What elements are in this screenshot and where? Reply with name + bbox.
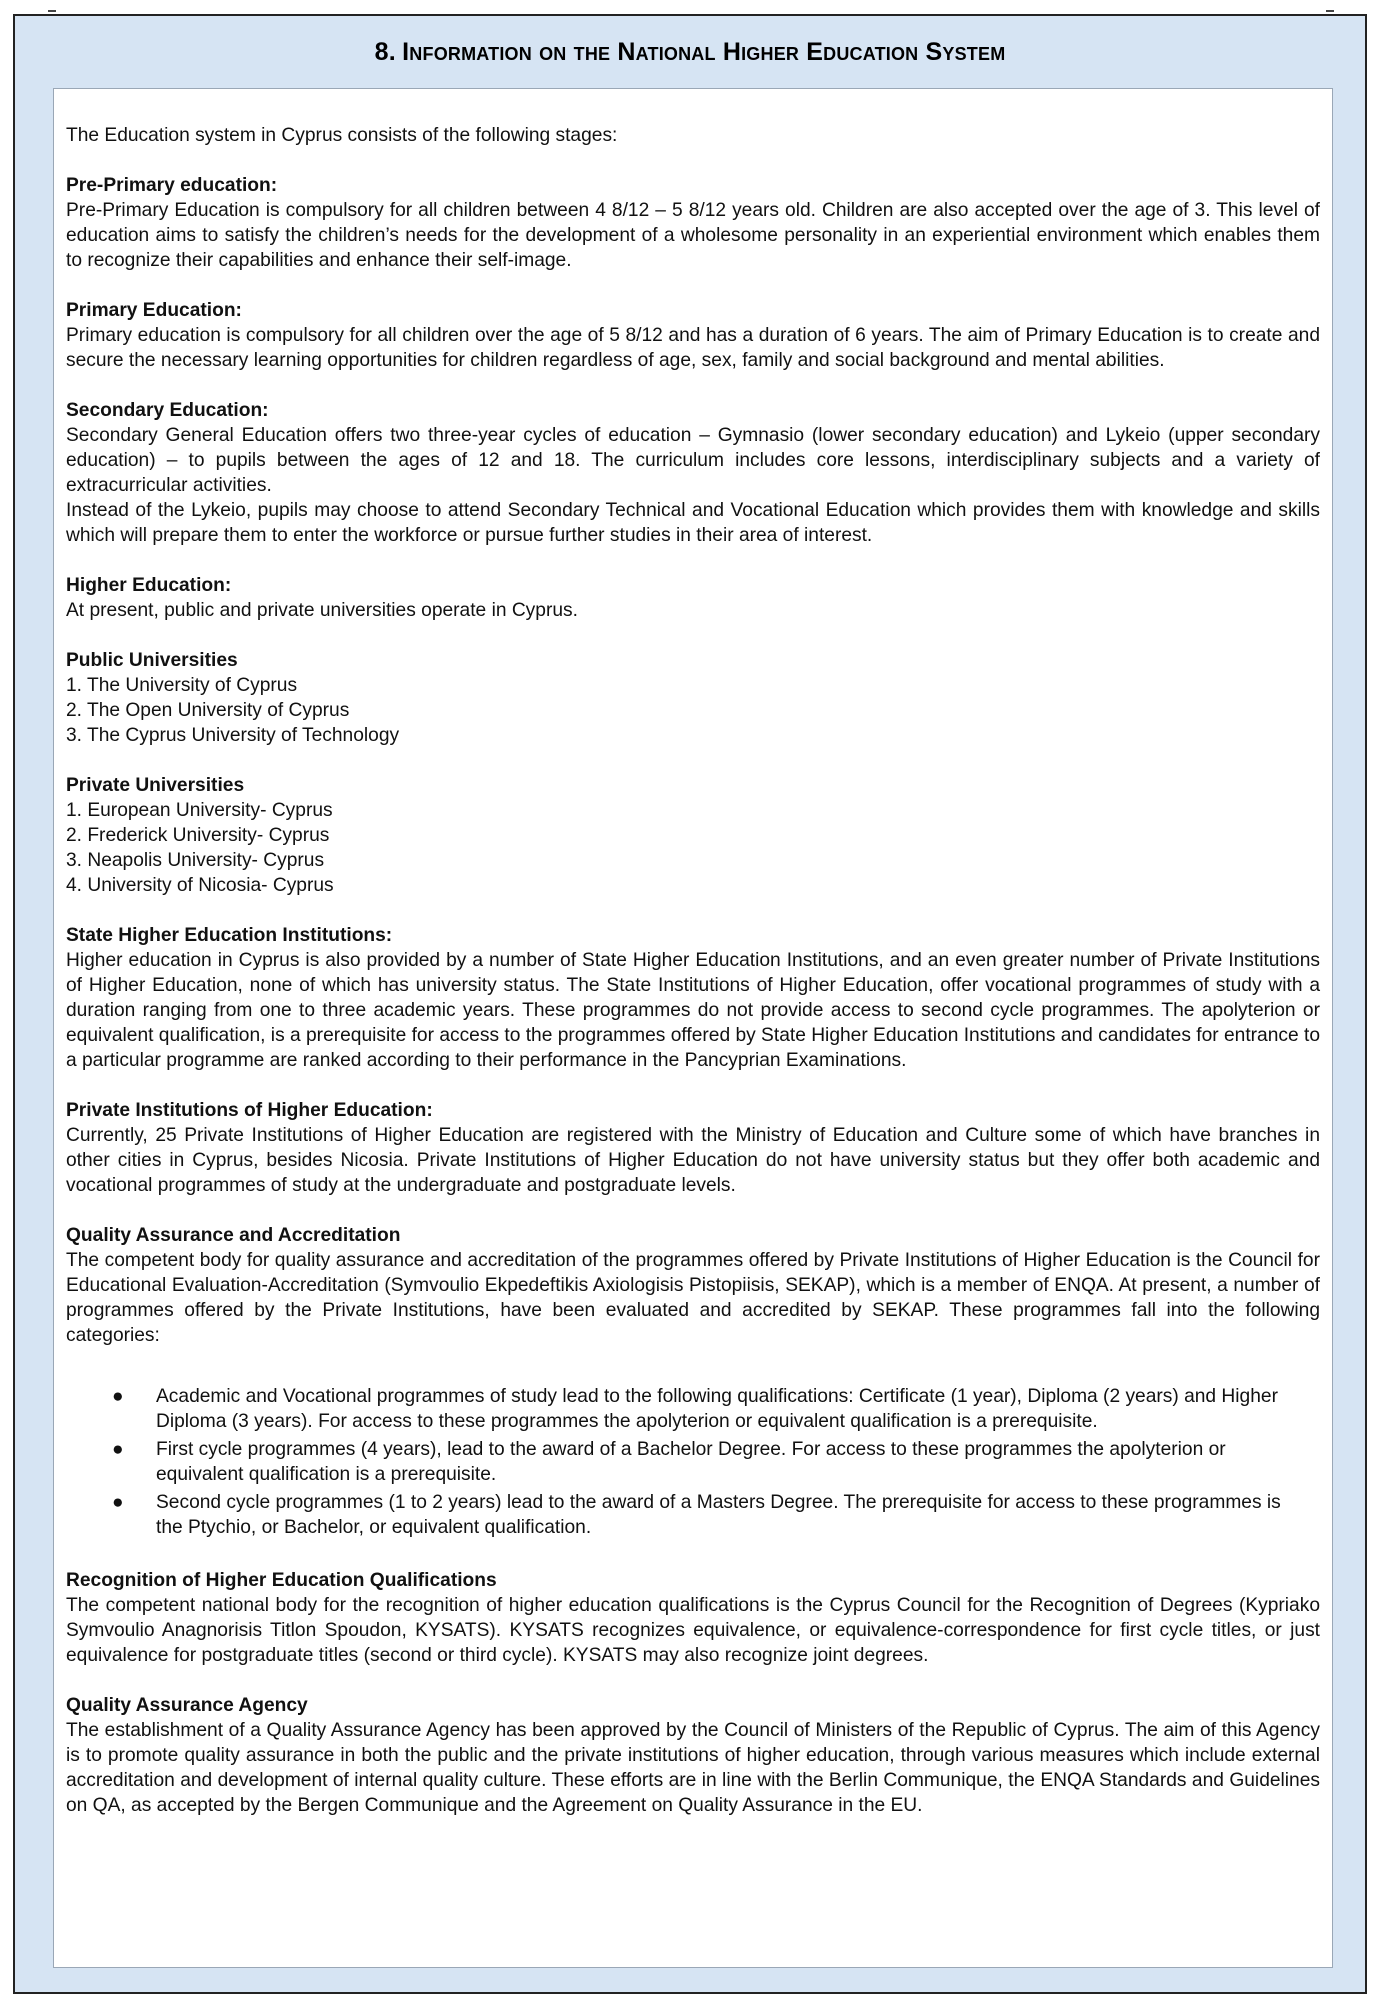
bullet-text: Academic and Vocational programmes of study lead to the following qualifications: Certificate (1 year), Diploma (2 years) and Higher Diploma (3 years). For access to these programmes the apolyterion or equivalent qualification is a prerequisite. xyxy=(156,1386,1278,1432)
private-universities-heading: Private Universities xyxy=(66,775,245,796)
agency-heading: Quality Assurance Agency xyxy=(66,1695,308,1716)
public-universities-heading: Public Universities xyxy=(66,650,238,671)
list-item: 4. University of Nicosia- Cyprus xyxy=(66,875,334,896)
list-item: 2. The Open University of Cyprus xyxy=(66,700,350,721)
state-institutions-heading: State Higher Education Institutions: xyxy=(66,925,393,946)
bullet-icon: ● xyxy=(112,1386,124,1407)
bullet-text: First cycle programmes (4 years), lead to the award of a Bachelor Degree. For access to these programmes the apolyterion or equivalent qualification is a prerequisite. xyxy=(156,1439,1226,1485)
private-institutions-heading: Private Institutions of Higher Education: xyxy=(66,1100,433,1121)
state-institutions-text: Higher education in Cyprus is also provided by a number of State Higher Education Institutions, and an even greater number of Private Institutions of Higher Education, none of which has university status. The State Institutions of Higher Education, offer vocational programmes of study with a duration ranging from one to three academic years. These programmes do not provide access to second cycle programmes. The apolyterion or equivalent qualification, is a prerequisite for access to the programmes offered by State Higher Education Institutions and candidates for entrance to a particular programme are ranked according to their performance in the Pancyprian Examinations. xyxy=(66,950,1320,1071)
list-item xyxy=(66,1437,1306,1487)
list-item: 3. Neapolis University- Cyprus xyxy=(66,850,325,871)
pre-primary-text: Pre-Primary Education is compulsory for all children between 4 8/12 – 5 8/12 years old. Children are also accepted over the age of 3. This level of education aims to satisfy the children’s needs for the development of a wholesome personality in an experiential environment which enables them to recognize their capabilities and enhance their self-image. xyxy=(66,200,1320,271)
crop-mark-right xyxy=(1326,0,1334,12)
section-title xyxy=(15,38,1365,67)
bullet-icon: ● xyxy=(112,1439,124,1460)
section-title-text: Information on the National Higher Education System xyxy=(402,38,1006,66)
content-box xyxy=(53,88,1333,1968)
higher-text: At present, public and private universities operate in Cyprus. xyxy=(66,600,578,621)
quality-accreditation-heading: Quality Assurance and Accreditation xyxy=(66,1225,401,1246)
page-frame xyxy=(13,14,1367,1994)
higher-heading: Higher Education: xyxy=(66,575,232,596)
public-universities-list xyxy=(66,673,1320,748)
bullet-text: Second cycle programmes (1 to 2 years) lead to the award of a Masters Degree. The prerequisite for access to these programmes is the Ptychio, or Bachelor, or equivalent qualification. xyxy=(156,1492,1281,1538)
list-item xyxy=(66,1490,1306,1540)
list-item: 2. Frederick University- Cyprus xyxy=(66,825,330,846)
secondary-text-1: Secondary General Education offers two three-year cycles of education – Gymnasio (lower secondary education) and Lykeio (upper secondary education) – to pupils between the ages of 12 and 18. The curriculum includes core lessons, interdisciplinary subjects and a variety of extracurricular activities. xyxy=(66,425,1320,496)
private-institutions-text: Currently, 25 Private Institutions of Higher Education are registered with the Ministry of Education and Culture some of which have branches in other cities in Cyprus, besides Nicosia. Private Institutions of Higher Education do not have university status but they offer both academic and vocational programmes of study at the undergraduate and postgraduate levels. xyxy=(66,1125,1320,1196)
pre-primary-heading: Pre-Primary education: xyxy=(66,175,278,196)
recognition-text: The competent national body for the recognition of higher education qualifications is the Cyprus Council for the Recognition of Degrees (Kypriako Symvoulio Anagnorisis Titlon Spoudon, KYSATS). KYSATS recognizes equivalence, or equivalence-correspondence for first cycle titles, or just equivalence for postgraduate titles (second or third cycle). KYSATS may also recognize joint degrees. xyxy=(66,1595,1320,1666)
agency-text: The establishment of a Quality Assurance Agency has been approved by the Council of Ministers of the Republic of Cyprus. The aim of this Agency is to promote quality assurance in both the public and the private institutions of higher education, through various measures which include external accreditation and development of internal quality culture. These efforts are in line with the Berlin Communique, the ENQA Standards and Guidelines on QA, as accepted by the Bergen Communique and the Agreement on Quality Assurance in the EU. xyxy=(66,1720,1320,1816)
section-number: 8. xyxy=(374,38,396,66)
secondary-text-2: Instead of the Lykeio, pupils may choose to attend Secondary Technical and Vocational Education which provides them with knowledge and skills which will prepare them to enter the workforce or pursue further studies in their area of interest. xyxy=(66,500,1320,546)
list-item: 1. The University of Cyprus xyxy=(66,675,298,696)
bullet-icon: ● xyxy=(112,1492,124,1513)
list-item xyxy=(66,1384,1306,1434)
primary-heading: Primary Education: xyxy=(66,300,242,321)
crop-mark-left xyxy=(48,0,56,12)
private-universities-list xyxy=(66,798,1320,898)
quality-accreditation-text: The competent body for quality assurance and accreditation of the programmes offered by Private Institutions of Higher Education is the Council for Educational Evaluation-Accreditation (Symvoulio Ekpedeftikis Axiologisis Pistopiisis, SEKAP), which is a member of ENQA. At present, a number of programmes offered by the Private Institutions, have been evaluated and accredited by SEKAP. These programmes fall into the following categories: xyxy=(66,1250,1320,1346)
primary-text: Primary education is compulsory for all children over the age of 5 8/12 and has a duration of 6 years. The aim of Primary Education is to create and secure the necessary learning opportunities for children regardless of age, sex, family and social background and mental abilities. xyxy=(66,325,1320,371)
programme-categories-list xyxy=(66,1384,1320,1540)
intro-text: The Education system in Cyprus consists of the following stages: xyxy=(66,125,618,146)
secondary-heading: Secondary Education: xyxy=(66,400,269,421)
list-item: 1. European University- Cyprus xyxy=(66,800,333,821)
recognition-heading: Recognition of Higher Education Qualifications xyxy=(66,1570,497,1591)
list-item: 3. The Cyprus University of Technology xyxy=(66,725,400,746)
